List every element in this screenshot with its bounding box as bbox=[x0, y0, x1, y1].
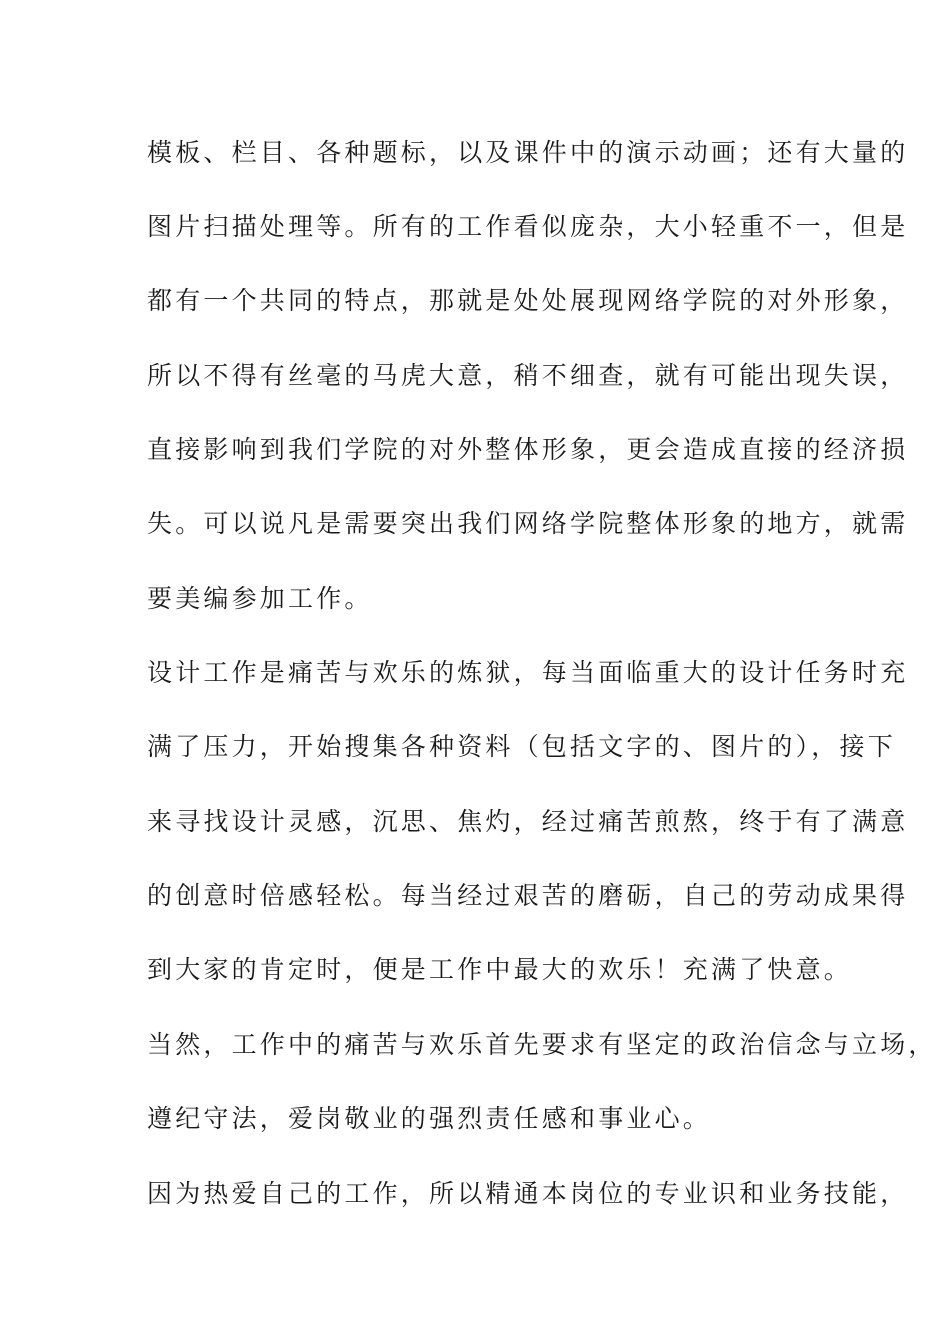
text-line: 都有一个共同的特点，那就是处处展现网络学院的对外形象， bbox=[147, 286, 909, 315]
text-line: 满了压力，开始搜集各种资料（包括文字的、图片的），接下 bbox=[147, 732, 896, 761]
text-line: 因为热爱自己的工作，所以精通本岗位的专业识和业务技能， bbox=[147, 1179, 909, 1208]
text-line: 失。可以说凡是需要突出我们网络学院整体形象的地方，就需 bbox=[147, 509, 909, 538]
text-line: 来寻找设计灵感，沉思、焦灼，经过痛苦煎熬，终于有了满意 bbox=[147, 807, 909, 836]
text-line: 所以不得有丝毫的马虎大意，稍不细查，就有可能出现失误， bbox=[147, 361, 909, 390]
text-line: 到大家的肯定时，便是工作中最大的欢乐！充满了快意。 bbox=[147, 955, 853, 984]
text-line: 要美编参加工作。 bbox=[147, 584, 373, 613]
text-line: 遵纪守法，爱岗敬业的强烈责任感和事业心。 bbox=[147, 1104, 712, 1133]
text-line: 图片扫描处理等。所有的工作看似庞杂，大小轻重不一，但是 bbox=[147, 212, 909, 241]
text-line: 模板、栏目、各种题标，以及课件中的演示动画；还有大量的 bbox=[147, 138, 909, 167]
text-line: 设计工作是痛苦与欢乐的炼狱，每当面临重大的设计任务时充 bbox=[147, 658, 909, 687]
text-line: 的创意时倍感轻松。每当经过艰苦的磨砺，自己的劳动成果得 bbox=[147, 881, 909, 910]
text-line: 当然，工作中的痛苦与欢乐首先要求有坚定的政治信念与立场， bbox=[147, 1030, 937, 1059]
text-line: 直接影响到我们学院的对外整体形象，更会造成直接的经济损 bbox=[147, 435, 909, 464]
